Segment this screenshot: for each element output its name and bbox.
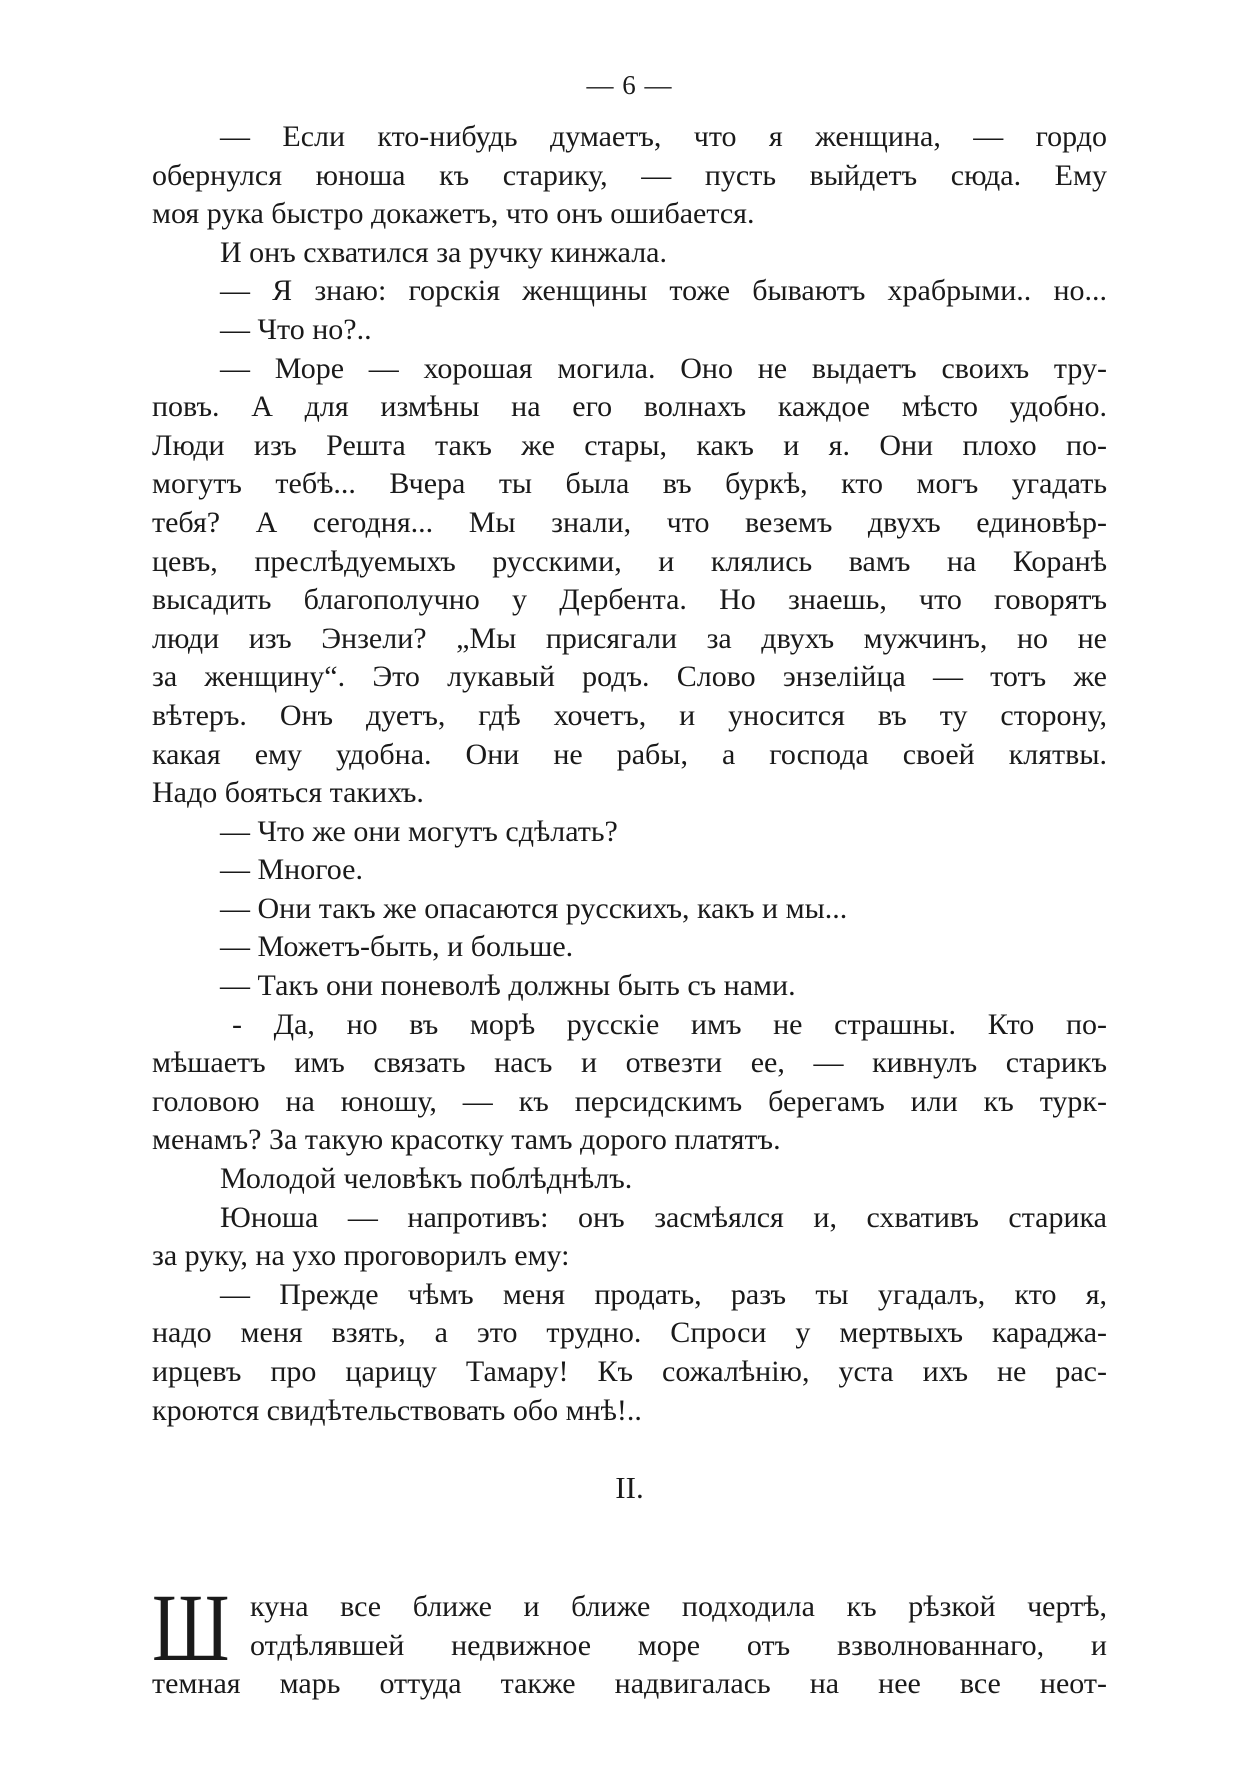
text-line: люди изъ Энзели? „Мы присягали за двухъ мужчинъ, но не bbox=[152, 621, 1107, 655]
text-line: цевъ, преслѣдуемыхъ русскими, и клялись вамъ на Коранѣ bbox=[152, 544, 1107, 578]
text-line: — Что но?.. bbox=[220, 312, 372, 346]
text-line: — Можетъ-быть, и больше. bbox=[220, 930, 574, 964]
section-heading: II. bbox=[615, 1470, 644, 1505]
text-line: — Море — хорошая могила. Оно не выдаетъ своихъ тру- bbox=[220, 351, 1107, 385]
text-line: вѣтеръ. Онъ дуетъ, гдѣ хочетъ, и уносится въ ту сторону, bbox=[152, 698, 1107, 732]
text-line: - Да, но въ морѣ русскіе имъ не страшны. Кто по- bbox=[232, 1007, 1107, 1041]
text-line: — Что же они могутъ сдѣлать? bbox=[220, 814, 618, 848]
text-line: менамъ? За такую красотку тамъ дорого платятъ. bbox=[152, 1123, 781, 1157]
text-line: — Если кто-нибудь думаетъ, что я женщина, — гордо bbox=[220, 120, 1107, 153]
text-line: — Прежде чѣмъ меня продать, разъ ты угадалъ, кто я, bbox=[220, 1277, 1107, 1311]
text-line: тебя? А сегодня... Мы знали, что веземъ двухъ единовѣр- bbox=[152, 505, 1107, 539]
drop-cap: Ш bbox=[152, 1574, 228, 1681]
text-line: за женщину“. Это лукавый родъ. Слово энзелійца — тотъ же bbox=[152, 660, 1107, 694]
text-line: ирцевъ про царицу Тамару! Къ сожалѣнію, уста ихъ не рас- bbox=[152, 1355, 1107, 1388]
text-line: надо меня взять, а это трудно. Спроси у мертвыхъ караджа- bbox=[152, 1316, 1107, 1350]
text-line: Юноша — напротивъ: онъ засмѣялся и, схвативъ старика bbox=[220, 1200, 1107, 1234]
chapter-opening bbox=[152, 1574, 1107, 1704]
text-line: куна все ближе и ближе подходила къ рѣзкой чертѣ, bbox=[250, 1590, 1107, 1623]
text-line: головою на юношу, — къ персидскимъ берегамъ или къ турк- bbox=[152, 1084, 1107, 1118]
text-line: — Такъ они поневолѣ должны быть съ нами. bbox=[220, 969, 796, 1003]
text-line: И онъ схватился за ручку кинжала. bbox=[220, 235, 667, 269]
text-line: обернулся юноша къ старику, — пусть выйдетъ сюда. Ему bbox=[152, 158, 1107, 192]
text-line: Молодой человѣкъ поблѣднѣлъ. bbox=[220, 1162, 633, 1196]
body-text bbox=[152, 118, 1107, 1430]
text-line: — Многое. bbox=[220, 853, 363, 887]
text-line: Надо бояться такихъ. bbox=[152, 776, 424, 810]
text-line: моя рука быстро докажетъ, что онъ ошибается. bbox=[152, 197, 755, 231]
text-line: высадить благополучно у Дербента. Но знаешь, что говорятъ bbox=[152, 583, 1107, 617]
text-line: повъ. А для измѣны на его волнахъ каждое мѣсто удобно. bbox=[152, 390, 1107, 424]
text-line: за руку, на ухо проговорилъ ему: bbox=[152, 1239, 570, 1273]
page-number: — 6 — bbox=[586, 70, 673, 100]
text-line: мѣшаетъ имъ связать насъ и отвезти ее, — кивнулъ старикъ bbox=[152, 1046, 1107, 1080]
text-line: — Я знаю: горскія женщины тоже бываютъ храбрыми.. но... bbox=[220, 274, 1107, 308]
text-line: кроются свидѣтельствовать обо мнѣ!.. bbox=[152, 1393, 642, 1427]
text-line: темная марь оттуда также надвигалась на нее все неот- bbox=[152, 1667, 1107, 1701]
text-line: отдѣлявшей недвижное море отъ взволнованнаго, и bbox=[250, 1628, 1107, 1662]
text-line: Люди изъ Решта такъ же стары, какъ и я. Они плохо по- bbox=[152, 428, 1107, 462]
text-line: — Они такъ же опасаются русскихъ, какъ и мы... bbox=[220, 891, 848, 925]
text-line: какая ему удобна. Они не рабы, а господа своей клятвы. bbox=[152, 737, 1107, 771]
text-line: могутъ тебѣ... Вчера ты была въ буркѣ, кто могъ угадать bbox=[152, 467, 1107, 501]
